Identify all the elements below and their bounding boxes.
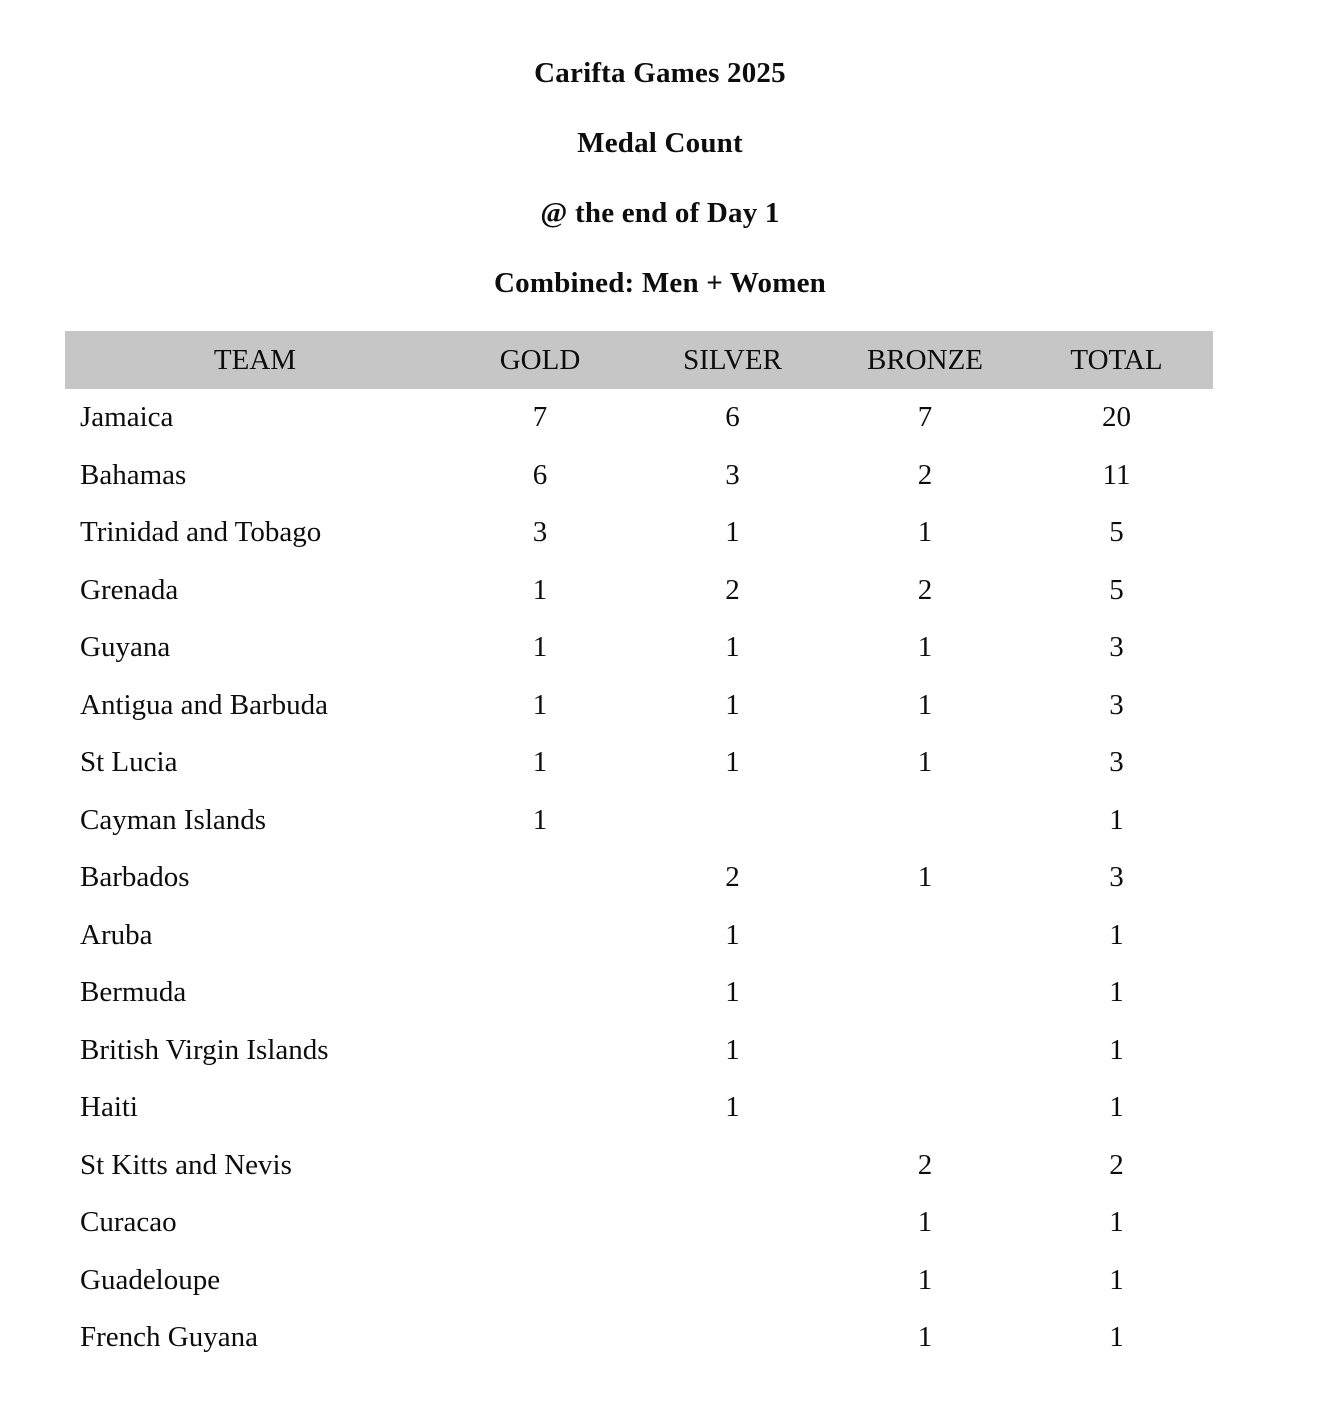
team-name-cell: Bermuda (80, 976, 187, 1009)
doc-title: Carifta Games 2025 (534, 57, 786, 89)
table-row (65, 1137, 1213, 1195)
table-row (65, 447, 1213, 505)
silver-count-cell: 1 (725, 1091, 740, 1124)
table-row (65, 964, 1213, 1022)
col-header-team: TEAM (213, 343, 297, 376)
silver-count-cell: 1 (725, 516, 740, 549)
gold-count-cell: 6 (532, 458, 548, 491)
total-count-cell: 11 (1102, 458, 1131, 491)
team-name-cell: Antigua and Barbuda (80, 688, 329, 721)
silver-count-cell: 1 (725, 746, 740, 779)
table-row (65, 1079, 1213, 1137)
col-header-total: TOTAL (1070, 343, 1163, 376)
bronze-count-cell: 2 (917, 458, 933, 491)
gold-count-cell: 3 (532, 516, 548, 549)
col-header-gold: GOLD (499, 343, 581, 376)
bronze-count-cell: 2 (917, 1148, 933, 1181)
table-row (65, 677, 1213, 735)
bronze-count-cell: 1 (917, 1206, 933, 1239)
team-name-cell: Trinidad and Tobago (80, 516, 322, 549)
team-name-cell: Cayman Islands (80, 803, 267, 836)
gold-count-cell: 1 (532, 746, 548, 779)
medal-count-table (65, 331, 1213, 1367)
table-row (65, 849, 1213, 907)
bronze-count-cell: 1 (917, 1263, 933, 1296)
bronze-count-cell: 2 (917, 573, 933, 606)
total-count-cell: 3 (1109, 861, 1124, 894)
table-row (65, 1022, 1213, 1080)
doc-category: Combined: Men + Women (494, 267, 826, 299)
team-name-cell: Bahamas (80, 458, 187, 491)
silver-count-cell: 3 (725, 458, 740, 491)
team-name-cell: Aruba (80, 918, 153, 951)
team-name-cell: Guyana (80, 631, 171, 664)
gold-count-cell: 1 (532, 573, 548, 606)
table-row (65, 1309, 1213, 1367)
total-count-cell: 1 (1109, 1091, 1124, 1124)
bronze-count-cell: 7 (917, 401, 933, 434)
silver-count-cell: 1 (725, 631, 740, 664)
doc-subtitle: Medal Count (577, 127, 743, 159)
team-name-cell: British Virgin Islands (80, 1033, 329, 1066)
silver-count-cell: 1 (725, 976, 740, 1009)
silver-count-cell: 6 (725, 401, 740, 434)
col-header-bronze: BRONZE (867, 343, 983, 376)
bronze-count-cell: 1 (917, 631, 933, 664)
gold-count-cell: 1 (532, 803, 548, 836)
total-count-cell: 3 (1109, 746, 1124, 779)
gold-count-cell: 1 (532, 688, 548, 721)
total-count-cell: 1 (1109, 1263, 1124, 1296)
silver-count-cell: 1 (725, 688, 740, 721)
bronze-count-cell: 1 (917, 1321, 933, 1354)
team-name-cell: Haiti (80, 1091, 138, 1124)
doc-period: @ the end of Day 1 (540, 197, 780, 229)
gold-count-cell: 7 (532, 401, 548, 434)
total-count-cell: 1 (1109, 918, 1124, 951)
team-name-cell: Grenada (80, 573, 179, 606)
team-name-cell: St Lucia (80, 746, 178, 779)
table-header-row (65, 331, 1213, 389)
silver-count-cell: 2 (725, 573, 740, 606)
team-name-cell: Barbados (80, 861, 190, 894)
table-row (65, 619, 1213, 677)
document-header (0, 0, 1320, 318)
col-header-silver: SILVER (683, 343, 782, 376)
total-count-cell: 1 (1109, 803, 1124, 836)
table-row (65, 389, 1213, 447)
bronze-count-cell: 1 (917, 516, 933, 549)
silver-count-cell: 1 (725, 1033, 740, 1066)
team-name-cell: Curacao (80, 1206, 177, 1239)
table-row (65, 504, 1213, 562)
table-row (65, 734, 1213, 792)
total-count-cell: 20 (1102, 401, 1131, 434)
total-count-cell: 1 (1109, 1033, 1124, 1066)
total-count-cell: 1 (1109, 976, 1124, 1009)
team-name-cell: French Guyana (80, 1321, 258, 1354)
table-row (65, 1194, 1213, 1252)
team-name-cell: Jamaica (80, 401, 174, 434)
total-count-cell: 5 (1109, 516, 1124, 549)
silver-count-cell: 2 (725, 861, 740, 894)
table-body (65, 389, 1213, 1367)
total-count-cell: 3 (1109, 631, 1124, 664)
silver-count-cell: 1 (725, 918, 740, 951)
total-count-cell: 2 (1109, 1148, 1124, 1181)
bronze-count-cell: 1 (917, 688, 933, 721)
total-count-cell: 3 (1109, 688, 1124, 721)
gold-count-cell: 1 (532, 631, 548, 664)
total-count-cell: 1 (1109, 1206, 1124, 1239)
team-name-cell: Guadeloupe (80, 1263, 221, 1296)
table-row (65, 792, 1213, 850)
table-row (65, 1252, 1213, 1310)
bronze-count-cell: 1 (917, 861, 933, 894)
total-count-cell: 5 (1109, 573, 1124, 606)
total-count-cell: 1 (1109, 1321, 1124, 1354)
table-row (65, 907, 1213, 965)
bronze-count-cell: 1 (917, 746, 933, 779)
team-name-cell: St Kitts and Nevis (80, 1148, 292, 1181)
table-row (65, 562, 1213, 620)
